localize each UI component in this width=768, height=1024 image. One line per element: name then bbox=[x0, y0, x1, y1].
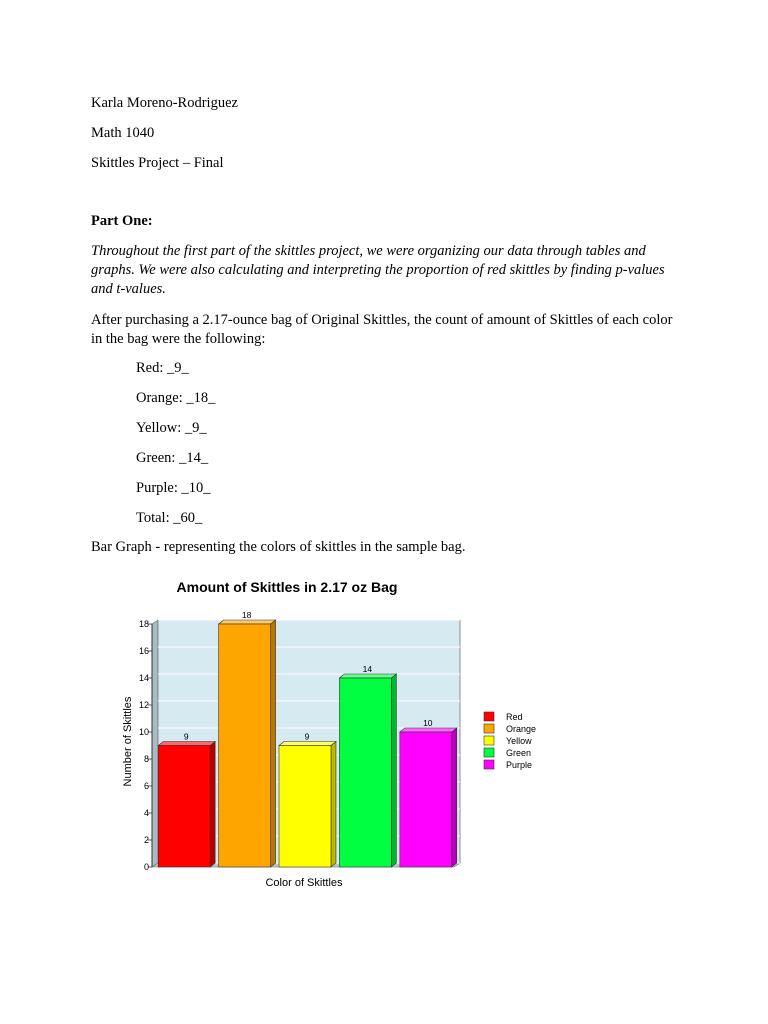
y-tick-label: 16 bbox=[138, 646, 149, 656]
legend-swatch-yellow bbox=[484, 736, 494, 745]
bar-red bbox=[158, 746, 210, 868]
skittles-bar-chart bbox=[110, 570, 560, 900]
course-name: Math 1040 bbox=[91, 125, 155, 141]
y-axis-label: Number of Skittles bbox=[122, 696, 134, 787]
y-tick-label: 8 bbox=[143, 754, 149, 764]
y-tick-label: 10 bbox=[138, 727, 149, 737]
bar-value-label: 10 bbox=[423, 718, 433, 728]
count-yellow: Yellow: _9_ bbox=[136, 420, 207, 436]
count-purple: Purple: _10_ bbox=[136, 480, 211, 496]
intro-paragraph: Throughout the first part of the skittles project, we were organizing our data through tables and graphs. We were also calculating and interpreting the proportion of red skittles by finding p-values and t-values. bbox=[91, 243, 665, 297]
bar-value-label: 14 bbox=[362, 664, 373, 674]
part-one-heading: Part One: bbox=[91, 213, 153, 229]
bar-orange bbox=[219, 624, 271, 867]
bar-top-orange bbox=[219, 620, 276, 624]
legend-swatch-red bbox=[484, 712, 494, 721]
bar-side-purple bbox=[452, 728, 457, 867]
bar-green bbox=[339, 678, 391, 867]
y-tick-label: 12 bbox=[138, 700, 149, 710]
bar-side-orange bbox=[271, 620, 276, 867]
bar-side-yellow bbox=[331, 742, 336, 868]
author-name: Karla Moreno-Rodriguez bbox=[91, 95, 238, 111]
x-axis-label: Color of Skittles bbox=[265, 877, 343, 889]
purchase-paragraph: After purchasing a 2.17-ounce bag of Original Skittles, the count of amount of Skittles of each color in the bag were the following: bbox=[91, 312, 673, 347]
bar-value-label: 18 bbox=[241, 610, 252, 620]
count-orange: Orange: _18_ bbox=[136, 390, 216, 406]
bar-yellow bbox=[279, 746, 331, 868]
y-tick-label: 14 bbox=[138, 673, 149, 683]
bar-purple bbox=[400, 732, 452, 867]
graph-caption: Bar Graph - representing the colors of skittles in the sample bag. bbox=[91, 539, 466, 555]
y-tick-label: 6 bbox=[143, 781, 149, 791]
legend-label-red: Red bbox=[506, 712, 523, 722]
bar-value-label: 9 bbox=[183, 731, 189, 742]
bar-top-red bbox=[158, 742, 215, 746]
bar-top-green bbox=[339, 674, 396, 678]
bar-value-label: 9 bbox=[304, 731, 310, 742]
bar-side-red bbox=[210, 742, 215, 868]
legend-swatch-green bbox=[484, 748, 494, 757]
count-red: Red: _9_ bbox=[136, 360, 189, 376]
y-tick-label: 0 bbox=[143, 862, 149, 872]
bar-top-purple bbox=[400, 728, 457, 732]
y-tick-label: 4 bbox=[143, 808, 149, 818]
count-total: Total: _60_ bbox=[136, 510, 203, 526]
legend-label-green: Green bbox=[506, 748, 532, 758]
chart-side-wall bbox=[152, 620, 158, 867]
bar-top-yellow bbox=[279, 742, 336, 746]
legend-label-yellow: Yellow bbox=[506, 736, 532, 746]
legend-swatch-purple bbox=[484, 760, 494, 769]
legend-label-orange: Orange bbox=[506, 724, 537, 734]
y-tick-label: 18 bbox=[138, 619, 149, 629]
y-tick-label: 2 bbox=[143, 835, 149, 845]
legend-swatch-orange bbox=[484, 724, 494, 733]
chart-title: Amount of Skittles in 2.17 oz Bag bbox=[176, 579, 398, 595]
project-title: Skittles Project – Final bbox=[91, 155, 224, 171]
legend-label-purple: Purple bbox=[506, 760, 533, 770]
count-green: Green: _14_ bbox=[136, 450, 209, 466]
bar-side-green bbox=[391, 674, 396, 867]
